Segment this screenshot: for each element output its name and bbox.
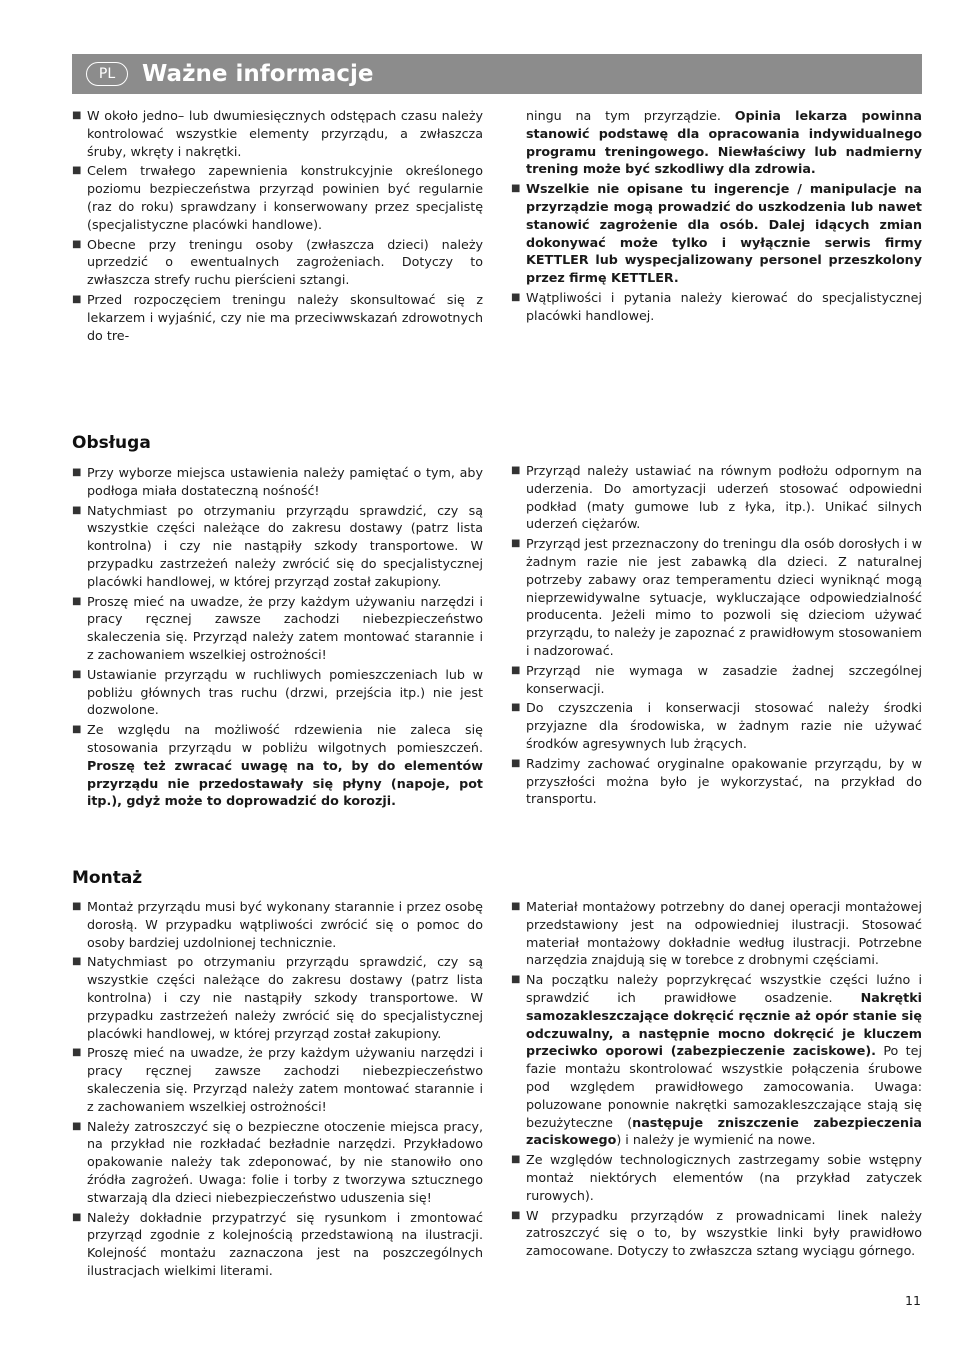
text: Proszę mieć na uwadze, że przy każdym używaniu narzędzi i pracy ręcznej zawsze zachodzi niebezpieczeństwo skaleczenia się. Przyrząd należy zatem montować starannie i z zachowaniem wszelkiej ostrożności! xyxy=(87,593,483,662)
square-bullet-icon: ■ xyxy=(72,595,82,607)
list-item xyxy=(72,1209,483,1280)
section-title-montaz: Montaż xyxy=(72,868,143,888)
obsluga-left-column xyxy=(72,464,483,812)
text: Wątpliwości i pytania należy kierować do specjalistycznej placówki handlowej. xyxy=(526,289,922,323)
text: Do czyszczenia i konserwacji stosować należy środki przyjazne dla środowiska, w żadnym razie nie używać środków agresywnych lub żrących. xyxy=(526,700,922,751)
bold-text: Nakrętki samozakleszczające dokręcić ręcznie aż opór stanie się odczuwalny, a następnie mocno dokręcić je kluczem przeciwko oporowi (zabezpieczenie zaciskowe). xyxy=(526,989,922,1059)
bold-text: następuje zniszczenie zabezpieczenia zaciskowego xyxy=(526,1114,922,1148)
list-item xyxy=(511,535,922,660)
list-item xyxy=(511,755,922,808)
bold-text: Opinia lekarza powinna stanowić podstawę dla opracowania indywidualnego programu treningowego. Niewłaściwy lub nadmierny trening może być szkodliwy dla zdrowia. xyxy=(526,108,922,177)
list-item xyxy=(72,236,483,289)
list-item xyxy=(511,662,922,698)
text: Ze względu na możliwość rdzewienia nie zaleca się stosowania przyrządu w pobliżu wilgotnych pomieszczeń. xyxy=(87,722,483,755)
square-bullet-icon: ■ xyxy=(72,293,82,305)
list-item xyxy=(72,107,483,160)
list-item xyxy=(72,502,483,591)
list-item xyxy=(511,1151,922,1204)
text: Natychmiast po otrzymaniu przyrządu sprawdzić, czy są wszystkie części należące do zakresu dostawy (patrz lista kontrolna) i czy nie nastąpiły szkody transportowe. W przypadku zastrzeżeń należy zwrócić się do specjalistycznej placówki handlowej, w której przyrząd został zakupiony. xyxy=(87,954,483,1041)
important-right-list xyxy=(511,180,922,324)
list-item xyxy=(72,1044,483,1115)
text: Celem trwałego zapewnienia konstrukcyjnie określonego poziomu bezpieczeństwa przyrząd powinien być regularnie (raz do roku) sprawdzany i konserwowany przez specjalistę (specjalistyczne placówki handlowe). xyxy=(87,163,483,232)
text: Montaż przyrządu musi być wykonany starannie i przez osobę dorosłą. W przypadku wątpliwości zwrócić się o pomoc do osoby bardziej uzdolnionej technicznie. xyxy=(87,899,483,950)
square-bullet-icon: ■ xyxy=(511,1154,521,1166)
square-bullet-icon: ■ xyxy=(511,664,521,676)
text: W przypadku przyrządów z prowadnicami linek należy zatroszczyć się o to, by wszystkie linki były prawidłowo zamocowane. Dotyczy to zwłaszcza sztang wyciągu górnego. xyxy=(526,1207,922,1259)
text: ) i należy je wymienić na nowe. xyxy=(616,1132,816,1148)
obsluga-right-column xyxy=(511,462,922,810)
header-bar xyxy=(72,54,922,94)
text: Przyrząd należy ustawiać na równym podłożu odpornym na uderzenia. Do amortyzacji uderzeń stosować odpowiedni podkład (maty gumowe lub z łyka, itp.). Unikać silnych uderzeń ciężarów. xyxy=(526,463,922,532)
language-badge: PL xyxy=(86,62,128,86)
text: Ze względów technologicznych zastrzegamy sobie wstępny montaż niektórych elementów (na przykład zatyczek rurowych). xyxy=(526,1152,922,1203)
square-bullet-icon: ■ xyxy=(511,901,521,912)
text: Należy zatroszczyć się o bezpieczne otoczenie miejsca pracy, na przykład nie rozkładać bezładnie narzędzi. Przykładowo opakowanie należy tak zdeponować, by nie stanowiło ono źródła zagrożeń. Uwaga: folie i torby z tworzywa sztucznego stwarzają dla dzieci niebezpieczeństwo uduszenia się! xyxy=(87,1118,483,1205)
list-item xyxy=(511,971,922,1149)
text: Ustawianie przyrządu w ruchliwych pomieszczeniach lub w pobliżu głównych tras ruchu (drzwi, przejścia itp.) nie jest dozwolone. xyxy=(87,666,483,718)
square-bullet-icon: ■ xyxy=(72,238,82,250)
list-item xyxy=(72,721,483,810)
text: Natychmiast po otrzymaniu przyrządu sprawdzić, czy są wszystkie części należące do zakresu dostawy (patrz lista kontrolna) i czy nie nastąpiły szkody transportowe. W przypadku zastrzeżeń należy zwrócić się do specjalistycznej placówki handlowej, w której przyrząd został zakupiony. xyxy=(87,502,483,589)
text: Na początku należy poprzykręcać wszystkie części luźno i sprawdzić ich prawidłowe osadzenie. xyxy=(526,972,922,1005)
square-bullet-icon: ■ xyxy=(511,183,521,195)
list-item xyxy=(511,1207,922,1260)
list-item xyxy=(72,666,483,719)
square-bullet-icon: ■ xyxy=(511,538,521,550)
text: W około jedno– lub dwumiesięcznych odstępach czasu należy kontrolować wszystkie elementy przyrządu, a zwłaszcza śruby, wkręty i nakrętki. xyxy=(87,108,483,159)
important-left-column xyxy=(72,107,483,346)
square-bullet-icon: ■ xyxy=(72,956,82,968)
square-bullet-icon: ■ xyxy=(72,1047,82,1059)
text: ningu na tym przyrządzie. xyxy=(526,108,735,123)
text: Przed rozpoczęciem treningu należy skonsultować się z lekarzem i wyjaśnić, czy nie ma przeciwwskazań zdrowotnych do tre- xyxy=(87,291,483,343)
text: Radzimy zachować oryginalne opakowanie przyrządu, by w przyszłości można było je wykorzystać, na przykład do transportu. xyxy=(526,755,922,807)
list-item xyxy=(72,162,483,233)
list-item xyxy=(511,699,922,752)
page-title: Ważne informacje xyxy=(142,61,374,87)
page-number: 11 xyxy=(905,1293,921,1308)
text: Przyrząd nie wymaga w zasadzie żadnej szczególnej konserwacji. xyxy=(526,662,922,696)
square-bullet-icon: ■ xyxy=(511,291,521,303)
square-bullet-icon: ■ xyxy=(72,467,82,478)
list-item xyxy=(511,289,922,325)
bold-text: Proszę też zwracać uwagę na to, by do elementów przyrządu nie przedostawały się płyny (napoje, pot itp.), gdyż może to doprowadzić do korozji. xyxy=(87,757,483,809)
text: Przy wyborze miejsca ustawienia należy pamiętać o tym, aby podłoga miała dostateczną nośność! xyxy=(87,465,483,498)
montaz-right-column xyxy=(511,898,922,1262)
list-item xyxy=(72,593,483,664)
square-bullet-icon: ■ xyxy=(511,702,521,714)
bold-text: Wszelkie nie opisane tu ingerencje / manipulacje na przyrządzie mogą prowadzić do uszkodzenia lub nawet stanowić zagrożenie dla osób. Dalej idących zmian dokonywać może tylko i wyłącznie serwis firmy KETTLER lub wyspecjalizowany personel przeszkolony przez firmę KETTLER. xyxy=(526,181,922,286)
square-bullet-icon: ■ xyxy=(511,974,521,986)
list-item xyxy=(72,898,483,951)
square-bullet-icon: ■ xyxy=(72,504,82,516)
section-title-obsluga: Obsługa xyxy=(72,433,151,453)
list-item xyxy=(72,291,483,344)
square-bullet-icon: ■ xyxy=(511,1209,521,1221)
continued-paragraph xyxy=(511,107,922,178)
text: Przyrząd jest przeznaczony do treningu dla osób dorosłych i w żadnym razie nie jest zabawką dla dzieci. Z naturalnej potrzeby zabawy oraz temperamentu dzieci wyniknąć mogą nieprzewidywalne sytuacje, wykluczające odpowiedzialność producenta. Jeżeli mimo to pozwoli się dzieciom używać przyrządu, to należy je zapoznać z prawidłowym stosowaniem i nadzorować. xyxy=(526,536,922,658)
square-bullet-icon: ■ xyxy=(72,1120,82,1132)
text: Proszę mieć na uwadze, że przy każdym używaniu narzędzi i pracy ręcznej zawsze zachodzi niebezpieczeństwo skaleczenia się. Przyrząd należy zatem montować starannie i z zachowaniem wszelkiej ostrożności! xyxy=(87,1045,483,1114)
square-bullet-icon: ■ xyxy=(511,465,521,476)
list-item xyxy=(511,462,922,533)
text: Materiał montażowy potrzebny do danej operacji montażowej przedstawiony jest na odpowiedniej ilustracji. Stosować materiał montażowy dokładnie według ilustracji. Potrzebne narzędzia znajdują się w torebce z drobnymi częściami. xyxy=(526,899,922,968)
list-item xyxy=(72,1118,483,1207)
square-bullet-icon: ■ xyxy=(511,757,521,769)
square-bullet-icon: ■ xyxy=(72,901,82,912)
square-bullet-icon: ■ xyxy=(72,668,82,680)
square-bullet-icon: ■ xyxy=(72,724,82,736)
text: Obecne przy treningu osoby (zwłaszcza dzieci) należy uprzedzić o ewentualnych zagrożeniach. Dotyczy to zwłaszcza strefy ruchu pierścieni sztangi. xyxy=(87,236,483,288)
list-item xyxy=(72,464,483,500)
square-bullet-icon: ■ xyxy=(72,1211,82,1223)
montaz-left-column xyxy=(72,898,483,1282)
text: Po tej fazie montażu skontrolować wszystkie połączenia śrubowe pod względem prawidłowego zamocowania. Uwaga: poluzowane ponownie nakrętki samozakleszczające stają się bezużyteczne ( xyxy=(526,1043,922,1130)
important-right-column xyxy=(511,107,922,327)
square-bullet-icon: ■ xyxy=(72,110,82,121)
text: Należy dokładnie przypatrzyć się rysunkom i zmontować przyrząd zgodnie z kolejnością przedstawioną na ilustracji. Kolejność montażu zaznaczona jest na poszczególnych ilustracjach wielkimi literami. xyxy=(87,1209,483,1278)
list-item xyxy=(511,180,922,287)
square-bullet-icon: ■ xyxy=(72,165,82,177)
list-item xyxy=(72,953,483,1042)
list-item xyxy=(511,898,922,969)
